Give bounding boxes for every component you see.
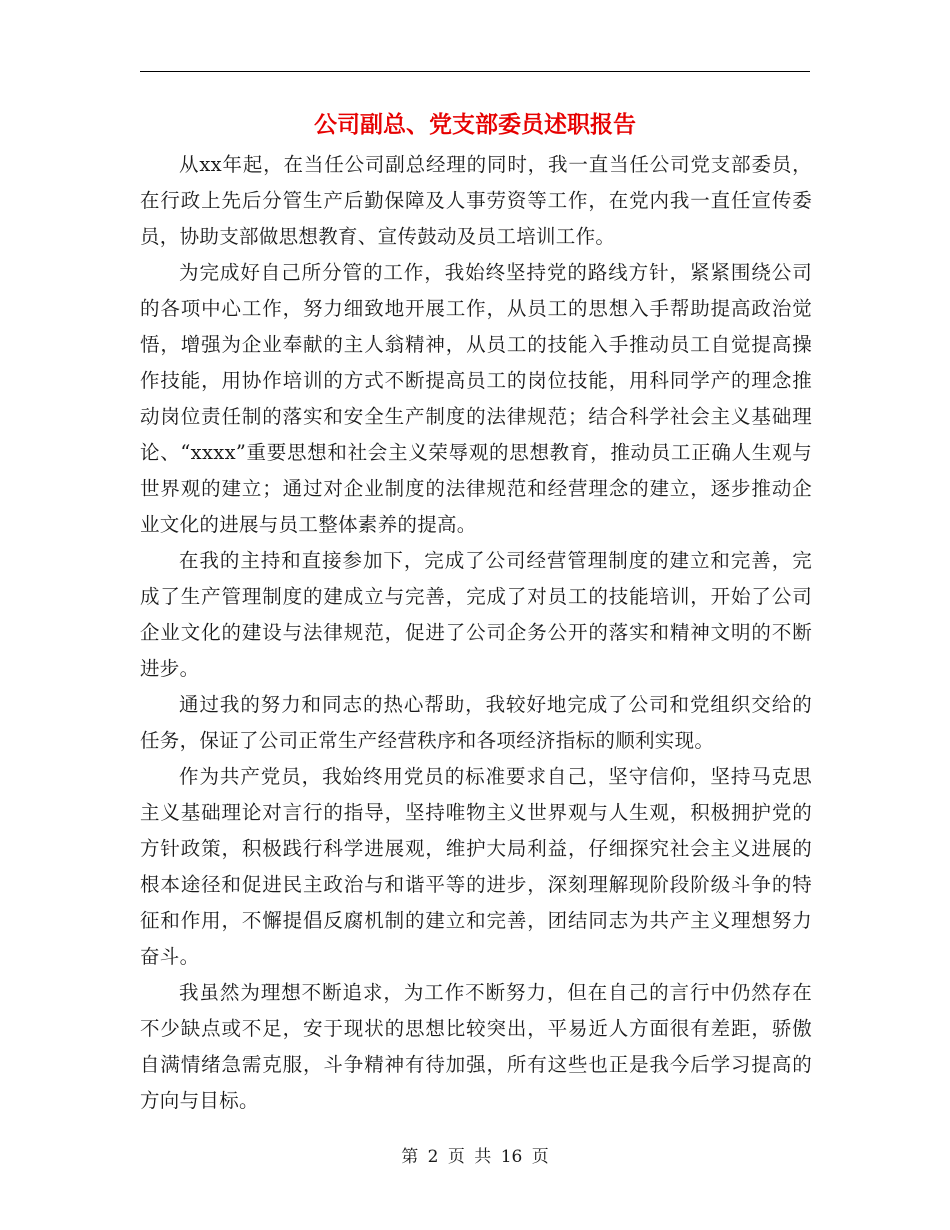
header-rule — [140, 71, 810, 72]
page-number: 第 2 页 共 16 页 — [401, 1147, 549, 1167]
paragraph-2: 为完成好自己所分管的工作，我始终坚持党的路线方针，紧紧围绕公司的各项中心工作，努力细致地开展工作，从员工的思想入手帮助提高政治觉悟，增强为企业奉献的主人翁精神，从员工的技能入手推动员工自觉提高操作技能，用协作培训的方式不断提高员工的岗位技能，用科同学产的理念推动岗位责任制的落实和安全生产制度的法律规范；结合科学社会主义基础理论、“xxxx”重要思想和社会主义荣辱观的思想教育，推动员工正确人生观与世界观的建立；通过对企业制度的法律规范和经营理念的建立，逐步推动企业文化的进展与员工整体素养的提高。 — [140, 261, 812, 536]
paragraph-3: 在我的主持和直接参加下，完成了公司经营管理制度的建立和完善，完成了生产管理制度的建成立与完善，完成了对员工的技能培训，开始了公司企业文化的建设与法律规范，促进了公司企务公开的落实和精神文明的不断进步。 — [140, 549, 812, 680]
paragraph-6: 我虽然为理想不断追求，为工作不断努力，但在自己的言行中仍然存在不少缺点或不足，安于现状的思想比较突出，平易近人方面很有差距，骄傲自满情绪急需克服，斗争精神有待加强，所有这些也正是我今后学习提高的方向与目标。 — [140, 981, 812, 1112]
paragraph-5: 作为共产党员，我始终用党员的标准要求自己，坚守信仰，坚持马克思主义基础理论对言行的指导，坚持唯物主义世界观与人生观，积极拥护党的方针政策，积极践行科学进展观，维护大局利益，仔细探究社会主义进展的根本途径和促进民主政治与和谐平等的进步，深刻理解现阶段阶级斗争的特征和作用，不懈提倡反腐机制的建立和完善，团结同志为共产主义理想努力奋斗。 — [140, 765, 812, 968]
document-body — [140, 147, 812, 1119]
paragraph-4: 通过我的努力和同志的热心帮助，我较好地完成了公司和党组织交给的任务，保证了公司正常生产经营秩序和各项经济指标的顺利实现。 — [140, 693, 812, 752]
document-title: 公司副总、党支部委员述职报告 — [314, 111, 636, 138]
paragraph-1: 从xx年起，在当任公司副总经理的同时，我一直当任公司党支部委员，在行政上先后分管生产后勤保障及人事劳资等工作，在党内我一直任宣传委员，协助支部做思想教育、宣传鼓动及员工培训工作。 — [140, 153, 812, 248]
